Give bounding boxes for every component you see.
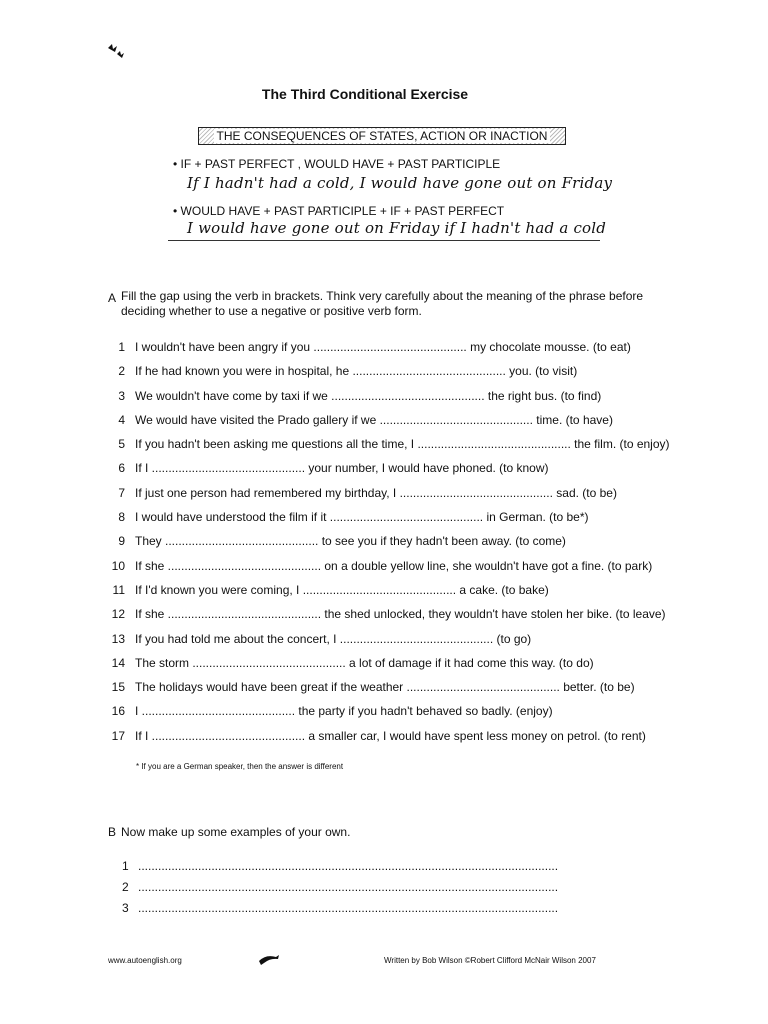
exercise-sentence: We wouldn't have come by taxi if we .............................................. the right bus. (to find) [135, 388, 602, 403]
exercise-sentence: The holidays would have been great if the weather .............................................. better. (to be) [135, 680, 635, 695]
exercise-sentence: If she .............................................. the shed unlocked, they wouldn't have stolen her bike. (to leave) [135, 607, 666, 622]
answer-lines [122, 858, 558, 921]
section-a-letter: A [108, 291, 117, 305]
answer-dots: .............................................................................................................................. [138, 880, 559, 894]
exercise-number: 11 [112, 582, 125, 597]
dolphin-logo-icon [258, 952, 280, 966]
section-b-text: Now make up some examples of your own. [121, 825, 351, 839]
answer-dots: .............................................................................................................................. [138, 859, 559, 873]
exercise-number: 15 [111, 680, 125, 695]
exercise-sentence: I wouldn't have been angry if you .............................................. my chocolate mousse. (to eat) [135, 340, 631, 354]
exercise-number: 13 [111, 631, 125, 646]
exercise-sentence: If I .............................................. a smaller car, I would have spent less money on petrol. (to rent) [135, 728, 646, 743]
exercise-sentence: I .............................................. the party if you hadn't behaved so badly. (enjoy) [135, 704, 553, 719]
exercise-number: 1 [118, 340, 125, 354]
rule-example-2: I would have gone out on Friday if I hadn't had a cold [187, 219, 607, 237]
exercise-number: 12 [111, 607, 125, 622]
exercise-number: 9 [118, 534, 125, 549]
exercise-number: 5 [118, 437, 125, 452]
exercise-sentence: They .............................................. to see you if they hadn't been away. (to come) [135, 534, 566, 549]
rule-pattern-2: • WOULD HAVE + PAST PARTICIPLE + IF + PAST PERFECT [173, 204, 505, 218]
exercise-sentence: If just one person had remembered my birthday, I .............................................. sad. (to be) [135, 485, 617, 500]
exercise-number: 3 [118, 388, 125, 403]
divider-line [168, 240, 600, 241]
banner [198, 127, 566, 145]
exercise-sentence: If he had known you were in hospital, he .............................................. you. (to visit) [135, 364, 578, 379]
banner-text: THE CONSEQUENCES OF STATES, ACTION OR INACTION [214, 129, 551, 143]
exercise-number: 4 [118, 412, 125, 427]
section-a-text: Fill the gap using the verb in brackets. Think very carefully about the meaning of the phrase before deciding whether to use a negative or positive verb form. [121, 289, 644, 318]
exercise-number: 16 [111, 704, 125, 719]
footnote: * If you are a German speaker, then the answer is different [136, 762, 344, 771]
exercise-sentence: If I .............................................. your number, I would have phoned. (to know) [135, 461, 549, 476]
exercise-number: 2 [118, 364, 125, 379]
rule-example-1: If I hadn't had a cold, I would have gone out on Friday [187, 174, 613, 192]
exercise-sentence: I would have understood the film if it .............................................. in German. (to be*) [135, 510, 589, 525]
answer-line [122, 858, 558, 879]
exercise-number: 8 [118, 510, 125, 525]
exercise-sentence: We would have visited the Prado gallery if we .............................................. time. (to have) [135, 412, 613, 427]
footer-website: www.autoenglish.org [108, 956, 182, 965]
answer-line [122, 879, 558, 900]
section-a-instructions [108, 289, 681, 319]
rule-pattern-1: • IF + PAST PERFECT , WOULD HAVE + PAST PARTICIPLE [173, 157, 501, 171]
exercise-sentence: The storm .............................................. a lot of damage if it had come this way. (to do) [135, 655, 594, 670]
exercise-number: 10 [111, 558, 125, 573]
exercise-number: 7 [118, 485, 125, 500]
exercise-sentence: If you had told me about the concert, I .............................................. (to go) [135, 631, 532, 646]
exercise-number: 14 [111, 655, 125, 670]
answer-line [122, 900, 558, 921]
section-b-letter: B [108, 825, 117, 839]
exercise-number: 17 [111, 728, 125, 743]
section-b-instructions [108, 825, 350, 839]
exercise-number: 6 [118, 461, 125, 476]
exercise-sentence: If I'd known you were coming, I .............................................. a cake. (to bake) [135, 582, 549, 597]
exercise-sentence: If you hadn't been asking me questions all the time, I .............................................. the film. (to enjoy) [135, 437, 670, 452]
answer-dots: .............................................................................................................................. [138, 901, 559, 915]
answer-number: 2 [122, 880, 129, 894]
birds-logo-icon [106, 42, 128, 60]
page-title: The Third Conditional Exercise [261, 86, 469, 102]
answer-number: 3 [122, 901, 129, 915]
footer-credit: Written by Bob Wilson ©Robert Clifford McNair Wilson 2007 [384, 956, 596, 965]
exercise-sentence: If she .............................................. on a double yellow line, she wouldn't have got a fine. (to park) [135, 558, 653, 573]
answer-number: 1 [122, 859, 129, 873]
